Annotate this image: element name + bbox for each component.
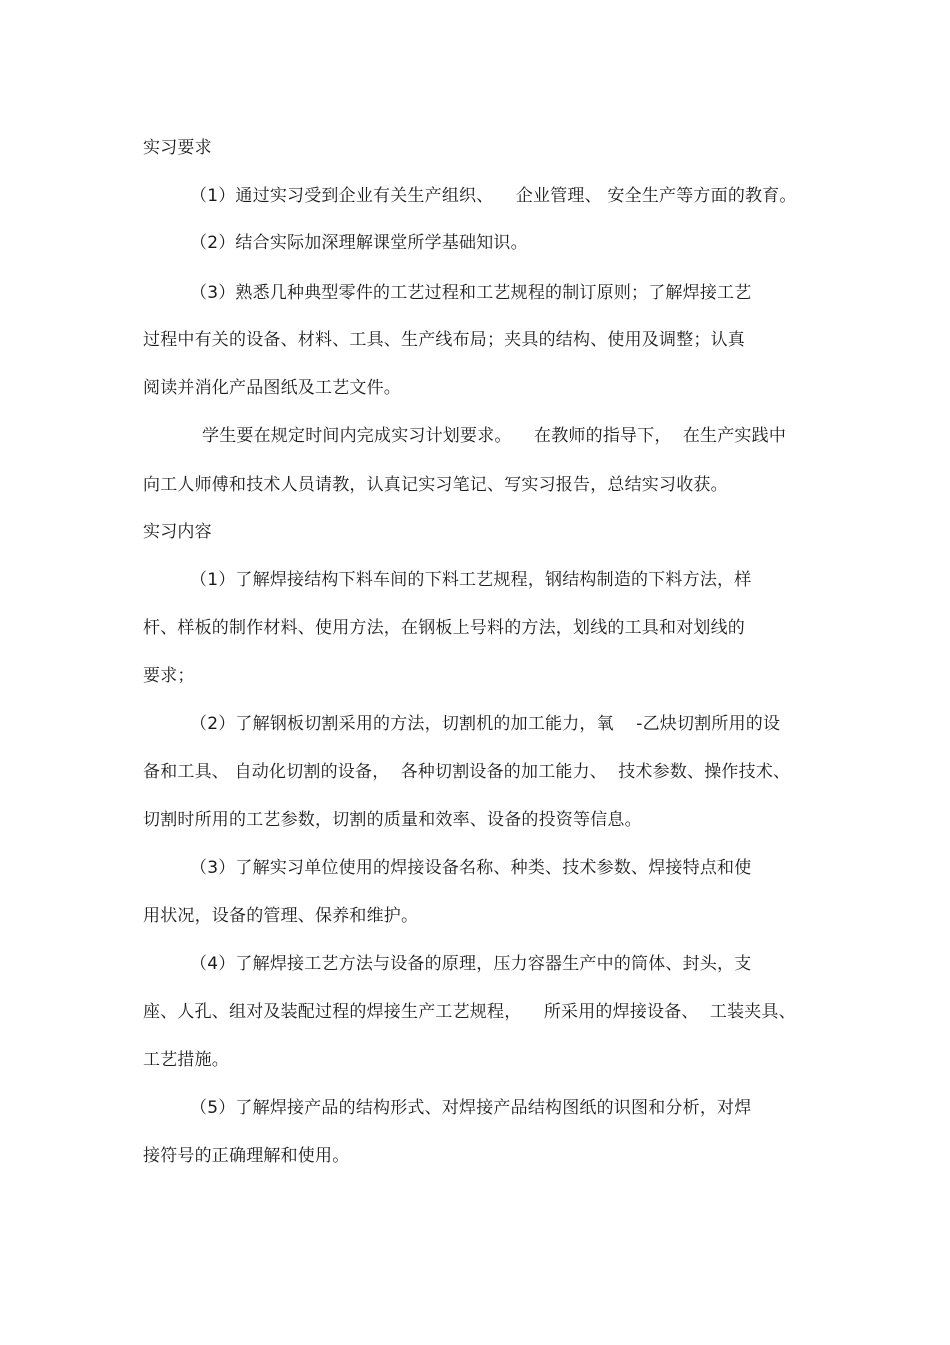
paragraph-line: 用状况，设备的管理、保养和维护。 <box>143 906 419 926</box>
section-heading-content: 实习内容 <box>143 522 212 542</box>
paragraph-line: 向工人师傅和技术人员请教，认真记实习笔记、写实习报告，总结实习收获。 <box>143 475 728 495</box>
paragraph-line: （3）熟悉几种典型零件的工艺过程和工艺规程的制订原则；了解焊接工艺 <box>190 283 752 303</box>
paragraph-line: 工艺措施。 <box>143 1050 229 1070</box>
paragraph-line: （1）通过实习受到企业有关生产组织、 企业管理、 安全生产等方面的教育。 <box>190 186 797 206</box>
paragraph-line: 过程中有关的设备、材料、工具、生产线布局；夹具的结构、使用及调整；认真 <box>143 330 745 350</box>
section-heading-requirements: 实习要求 <box>143 138 212 158</box>
paragraph-line: （1）了解焊接结构下料车间的下料工艺规程，钢结构制造的下料方法，样 <box>190 570 752 590</box>
paragraph-line: 阅读并消化产品图纸及工艺文件。 <box>143 378 401 398</box>
paragraph-line: （2）了解钢板切割采用的方法，切割机的加工能力，氧 -乙炔切割所用的设 <box>190 714 781 734</box>
paragraph-line: （3）了解实习单位使用的焊接设备名称、种类、技术参数、焊接特点和使 <box>190 858 752 878</box>
paragraph-line: （4）了解焊接工艺方法与设备的原理，压力容器生产中的筒体、封头，支 <box>190 954 752 974</box>
paragraph-line: 备和工具、 自动化切割的设备， 各种切割设备的加工能力、 技术参数、操作技术、 <box>143 762 791 782</box>
paragraph-line: （5）了解焊接产品的结构形式、对焊接产品结构图纸的识图和分析，对焊 <box>190 1098 752 1118</box>
paragraph-line: 切割时所用的工艺参数，切割的质量和效率、设备的投资等信息。 <box>143 810 642 830</box>
paragraph-line: 座、人孔、组对及装配过程的焊接生产工艺规程， 所采用的焊接设备、 工装夹具、 <box>143 1002 796 1022</box>
paragraph-line: 要求； <box>143 666 195 686</box>
paragraph-line: （2）结合实际加深理解课堂所学基础知识。 <box>190 233 528 253</box>
paragraph-line: 接符号的正确理解和使用。 <box>143 1146 350 1166</box>
paragraph-line: 杆、样板的制作材料、使用方法，在钢板上号料的方法，划线的工具和对划线的 <box>143 618 745 638</box>
paragraph-line: 学生要在规定时间内完成实习计划要求。 在教师的指导下， 在生产实践中 <box>202 426 787 446</box>
